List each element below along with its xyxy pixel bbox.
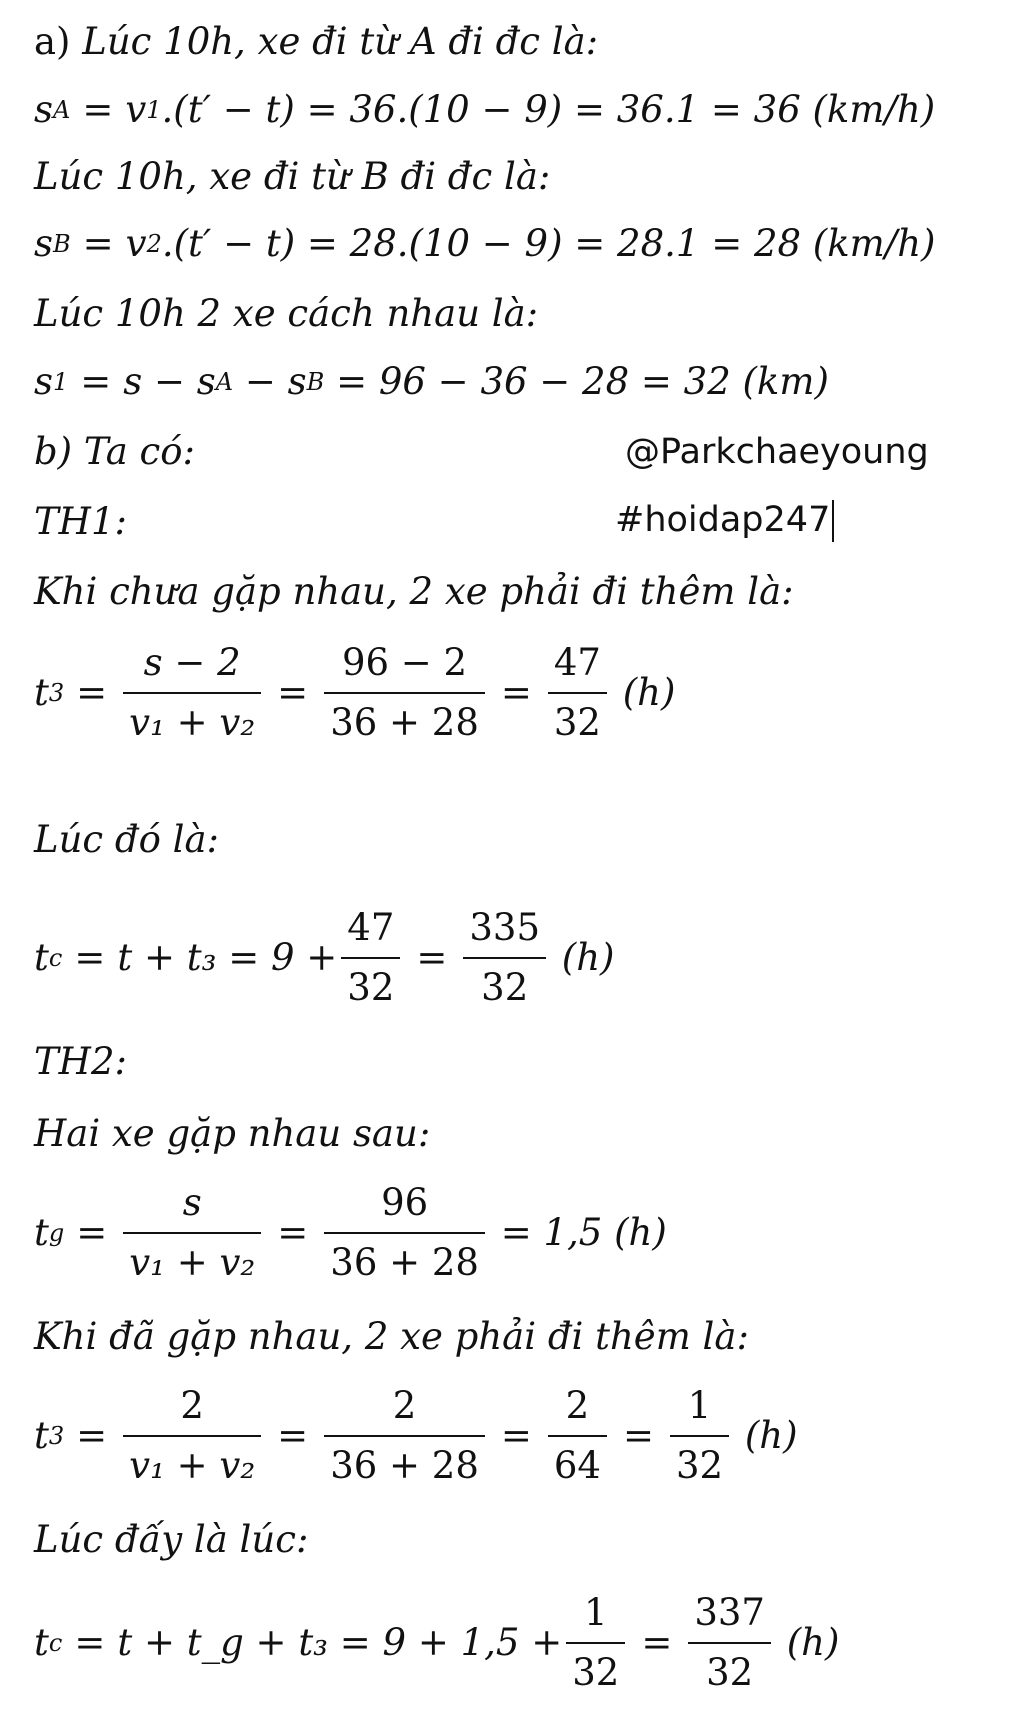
eq6-f2-den: 36 + 28	[330, 1240, 479, 1284]
text-cursor	[832, 500, 834, 542]
eq7-f3-num: 2	[565, 1383, 590, 1427]
eq7-frac-4	[670, 1377, 729, 1495]
eq5-frac-2	[463, 899, 546, 1017]
eq4-frac-1	[123, 634, 261, 752]
eq3-lhs-sub: 1	[53, 368, 69, 396]
eq4-f2-den: 36 + 28	[330, 700, 479, 744]
equation-tc-case2: t c = t + t_g + t₃ = 9 + 1,5 + $\frac{1}{32}$ = $\frac{337}{32}$ (h)	[34, 1575, 839, 1710]
eq7-lhs-sub: 3	[48, 1421, 65, 1450]
eq3-rhs-a: s − s	[123, 360, 216, 403]
eq2-v: v	[125, 222, 147, 265]
part-a-label: a)	[34, 20, 71, 63]
eq1-lhs: s	[34, 88, 53, 131]
case-1-text	[34, 570, 794, 614]
equation-tc-case1: t c = t + t₃ = 9 + $\frac{47}{32}$ = $\frac{335}{32}$ (h)	[34, 890, 614, 1025]
eq3-rest: = 96 − 36 − 28 = 32 (km)	[336, 360, 829, 403]
eq6-lhs-sub: g	[48, 1218, 65, 1247]
case-2-text-3-content: Lúc đấy là lúc:	[34, 1518, 309, 1561]
watermark-tag[interactable]	[615, 500, 834, 542]
part-a-line3	[34, 292, 538, 336]
eq7-frac-2	[324, 1377, 485, 1495]
eq8-f2-den: 32	[706, 1650, 754, 1694]
eq7-f1-den: v₁ + v₂	[129, 1443, 256, 1487]
part-a-line3-text: Lúc 10h 2 xe cách nhau là:	[34, 292, 539, 335]
part-b-label-text: b) Ta có:	[34, 430, 195, 473]
case-1-text-2	[34, 818, 219, 862]
case-2-text-2-content: Khi đã gặp nhau, 2 xe phải đi thêm là:	[34, 1315, 749, 1358]
case-1-label	[34, 500, 127, 544]
eq5-f2-num: 335	[469, 905, 541, 949]
part-a-line2	[34, 155, 550, 199]
case-2-label-text: TH2:	[34, 1040, 127, 1083]
eq3-rhs-b: − s	[244, 360, 307, 403]
eq3-rhs-a-sub: A	[215, 368, 234, 396]
eq5-f1-den: 32	[347, 965, 395, 1009]
case-2-label	[34, 1040, 127, 1084]
eq5-f2-den: 32	[481, 965, 529, 1009]
eq7-f3-den: 64	[553, 1443, 601, 1487]
eq7-frac-1	[123, 1377, 261, 1495]
case-2-text	[34, 1112, 430, 1156]
eq8-f1-den: 32	[572, 1650, 620, 1694]
eq5-lhs: t	[34, 935, 49, 979]
eq7-f2-num: 2	[392, 1383, 417, 1427]
case-1-text-content: Khi chưa gặp nhau, 2 xe phải đi thêm là:	[34, 570, 794, 613]
eq4-lhs: t	[34, 670, 49, 714]
eq4-lhs-sub: 3	[48, 678, 65, 707]
eq7-frac-3	[548, 1377, 607, 1495]
eq4-unit: (h)	[622, 670, 676, 714]
equation-sA: s A = v 1 .(t′ − t) = 36.(10 − 9) = 36.1 = 36 (km/h)	[34, 88, 936, 131]
eq8-lhs-sub: c	[48, 1628, 63, 1657]
eq5-unit: (h)	[561, 935, 615, 979]
eq4-f3-den: 32	[553, 700, 601, 744]
eq4-f2-num: 96 − 2	[341, 640, 468, 684]
eq4-f3-num: 47	[553, 640, 601, 684]
eq8-unit: (h)	[786, 1620, 840, 1664]
eq6-f1-num: s	[182, 1180, 202, 1224]
part-a-intro	[34, 20, 598, 64]
eq3-lhs: s	[34, 360, 53, 403]
part-a-line2-text: Lúc 10h, xe đi từ B đi đc là:	[34, 155, 551, 198]
eq6-frac-2	[324, 1174, 485, 1292]
eq3-rhs-b-sub: B	[306, 368, 325, 396]
equation-tg: t g = $\frac{s}{\text{v₁ + v₂}}$ = $\frac{96}{36 + 28}$ = 1,5 (h)	[34, 1165, 667, 1300]
eq1-v: v	[125, 88, 147, 131]
eq5-mid: t + t₃ = 9 +	[117, 935, 338, 979]
eq4-f1-num: s − 2	[143, 640, 241, 684]
eq6-lhs: t	[34, 1210, 49, 1254]
eq1-rest: .(t′ − t) = 36.(10 − 9) = 36.1 = 36 (km/h)	[161, 88, 936, 131]
case-2-text-3	[34, 1518, 308, 1562]
eq4-frac-2	[324, 634, 485, 752]
eq8-frac-2	[688, 1584, 771, 1702]
eq6-f1-den: v₁ + v₂	[129, 1240, 256, 1284]
eq7-lhs: t	[34, 1413, 49, 1457]
eq1-lhs-sub: A	[53, 96, 71, 124]
eq2-lhs-sub: B	[53, 230, 71, 258]
eq4-frac-3	[548, 634, 607, 752]
equation-sB: s B = v 2 .(t′ − t) = 28.(10 − 9) = 28.1 = 28 (km/h)	[34, 222, 936, 265]
eq7-f1-num: 2	[180, 1383, 204, 1427]
eq2-lhs: s	[34, 222, 53, 265]
equation-t3-case2: t 3 = $\frac{2}{\text{v₁ + v₂}}$ = $\frac{2}{36 + 28}$ = $\frac{2}{64}$ = $\frac{1}{32}$ (h)	[34, 1368, 798, 1503]
watermark-tag-text: #hoidap247	[615, 500, 831, 540]
case-2-text-content: Hai xe gặp nhau sau:	[34, 1112, 431, 1155]
part-b-label	[34, 430, 195, 474]
eq1-v-sub: 1	[146, 96, 162, 124]
case-1-label-text: TH1:	[34, 500, 127, 543]
eq8-lhs: t	[34, 1620, 49, 1664]
eq5-lhs-sub: c	[48, 943, 63, 972]
eq7-f4-num: 1	[687, 1383, 712, 1427]
eq8-f2-num: 337	[694, 1590, 765, 1634]
case-1-text-2-content: Lúc đó là:	[34, 818, 219, 861]
eq6-frac-1	[123, 1174, 261, 1292]
eq7-unit: (h)	[744, 1413, 798, 1457]
eq7-f2-den: 36 + 28	[330, 1443, 479, 1487]
equation-s1: s 1 = s − s A − s B = 96 − 36 − 28 = 32 (km)	[34, 360, 829, 403]
equation-t3-case1: t 3 = $\frac{s - 2}{\text{v₁ + v₂}}$ = $\frac{96 - 2}{36 + 28}$ = $\frac{47}{32}$ (h)	[34, 625, 675, 760]
watermark-user: @Parkchaeyoung	[625, 432, 929, 472]
eq2-rest: .(t′ − t) = 28.(10 − 9) = 28.1 = 28 (km/h)	[161, 222, 936, 265]
eq8-frac-1	[566, 1584, 625, 1702]
eq8-f1-num: 1	[583, 1590, 608, 1634]
eq5-frac-1	[341, 899, 400, 1017]
eq7-f4-den: 32	[676, 1443, 724, 1487]
eq8-mid: t + t_g + t₃ = 9 + 1,5 +	[117, 1620, 563, 1664]
part-a-line1-text: Lúc 10h, xe đi từ A đi đc là:	[82, 20, 599, 63]
case-2-text-2	[34, 1315, 749, 1359]
eq6-f2-num: 96	[381, 1180, 429, 1224]
eq5-f1-num: 47	[347, 905, 395, 949]
eq6-tail: = 1,5 (h)	[500, 1210, 667, 1254]
eq2-v-sub: 2	[146, 230, 162, 258]
eq4-f1-den: v₁ + v₂	[129, 700, 256, 744]
